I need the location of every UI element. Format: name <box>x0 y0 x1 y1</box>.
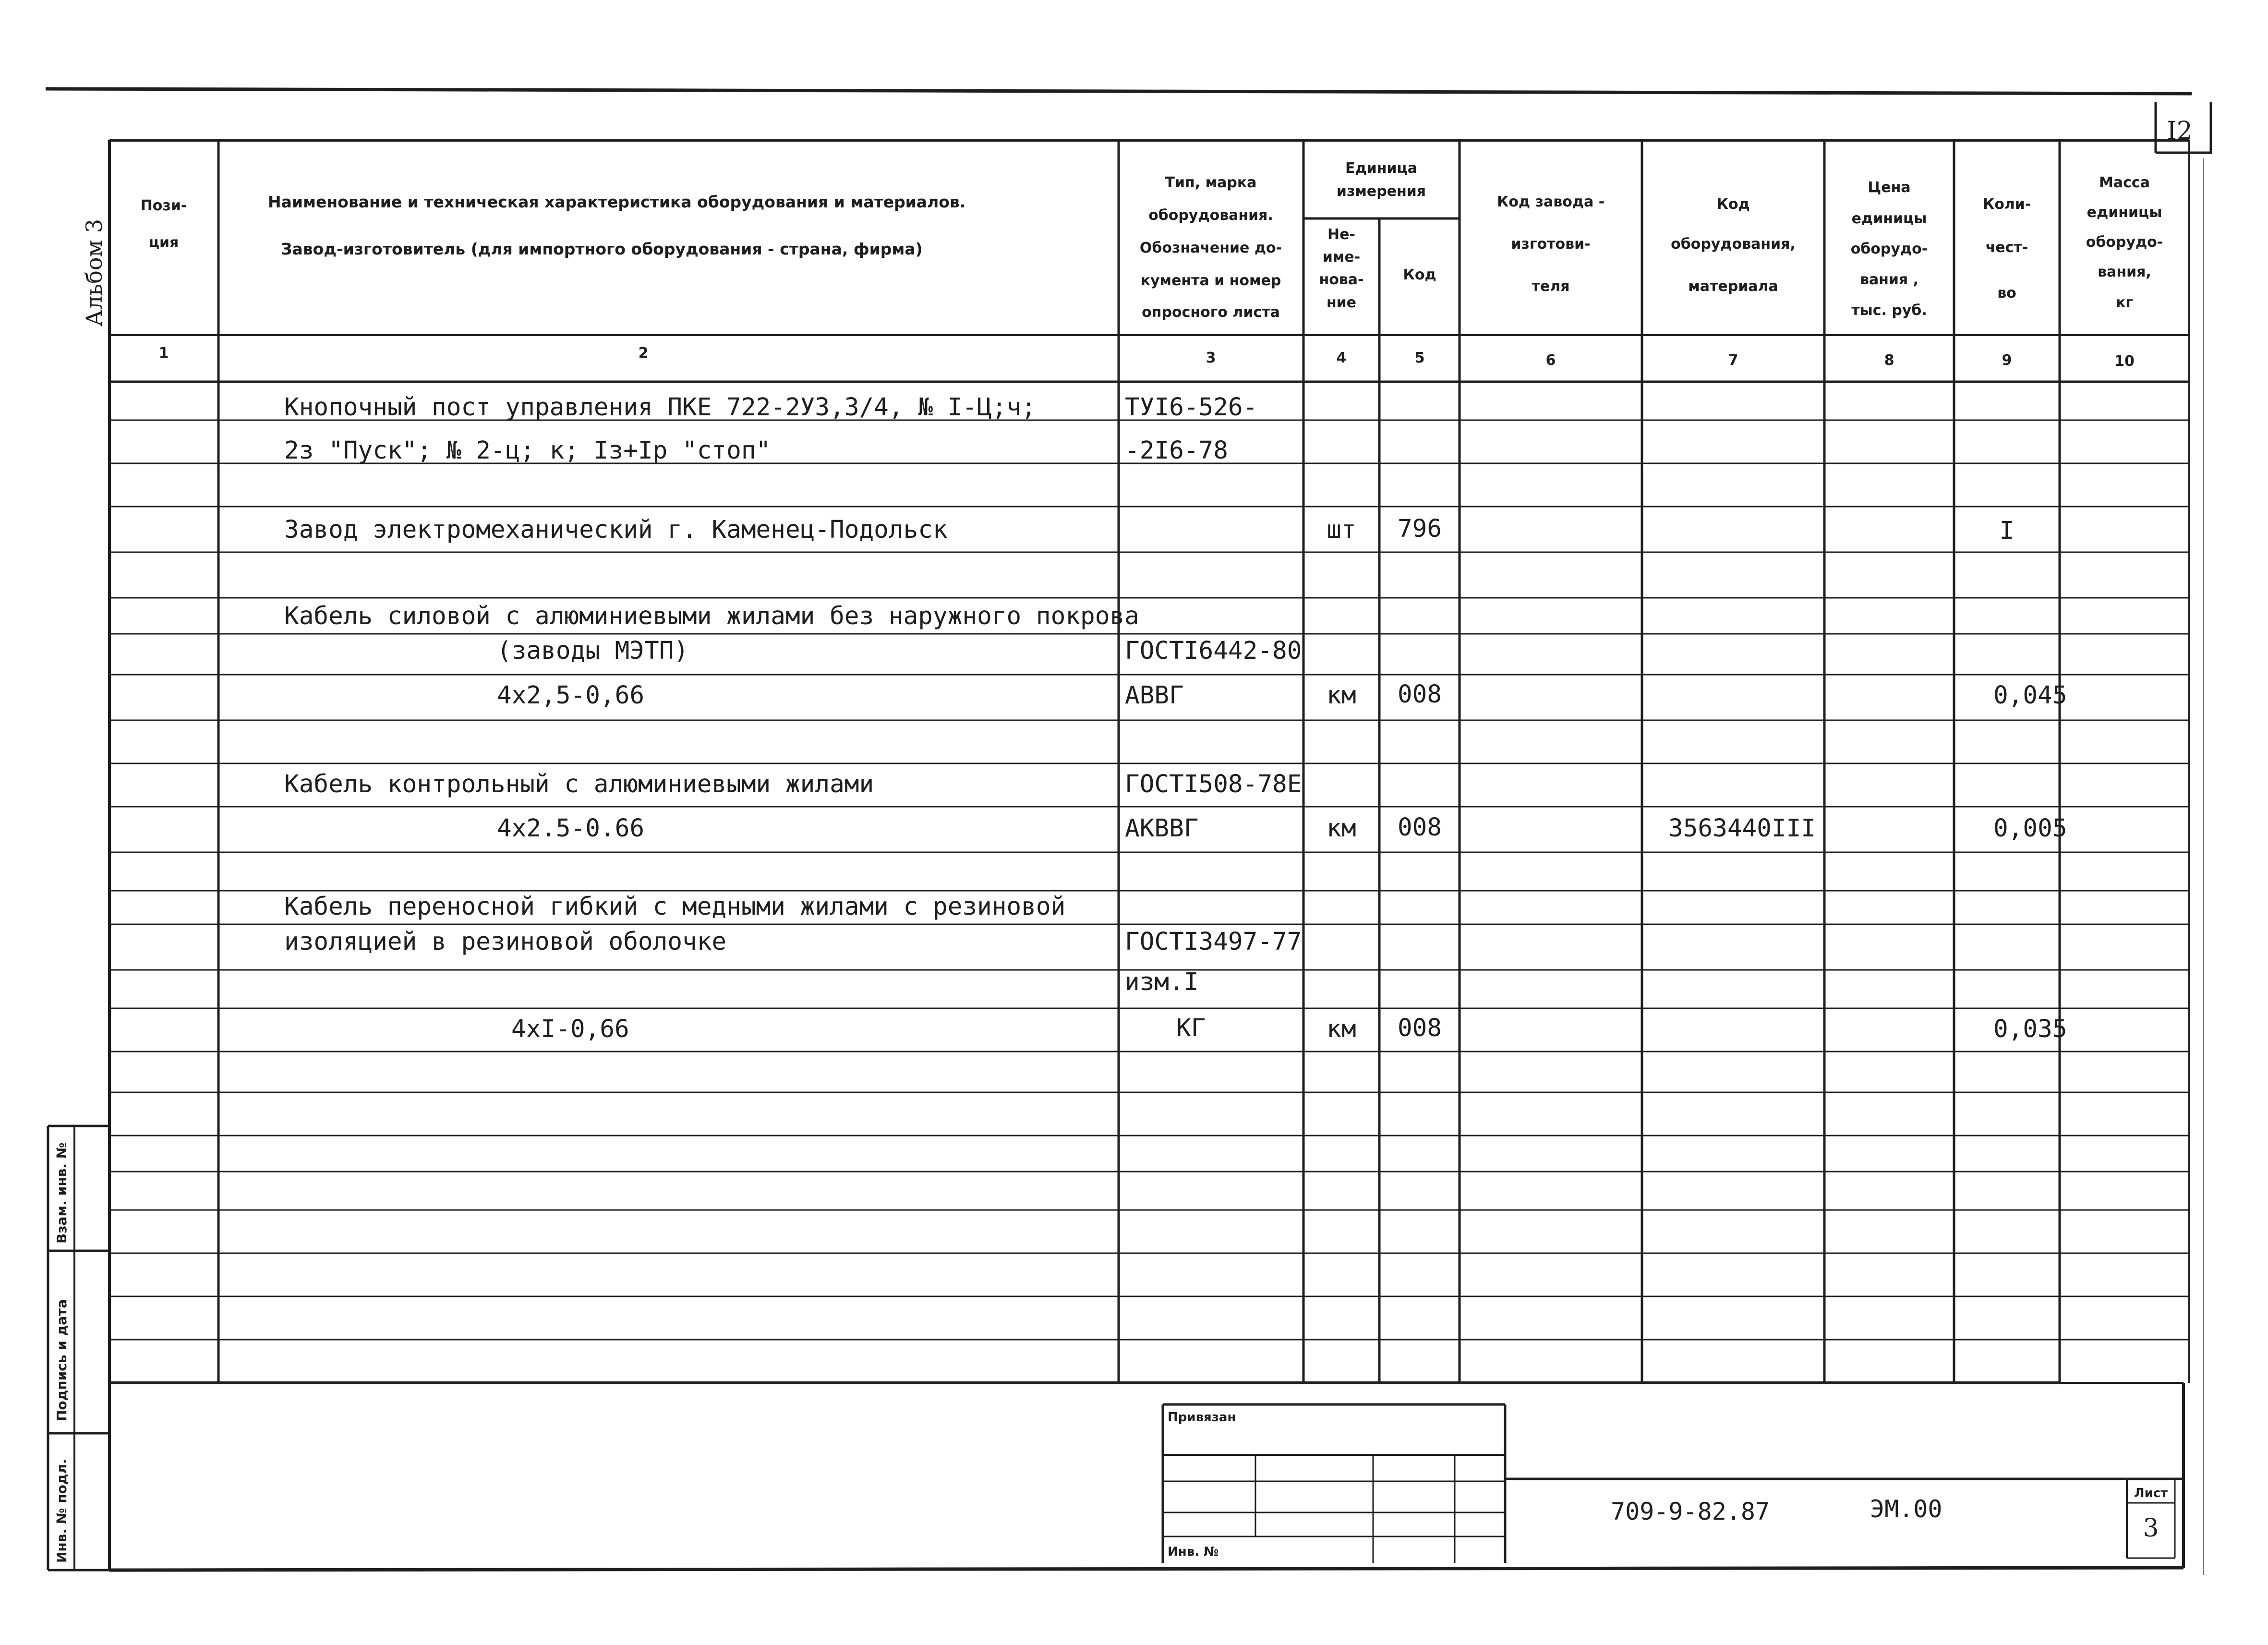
table-body <box>284 393 2067 1043</box>
row-type: изм.I <box>1125 968 1199 996</box>
header-col10-line5: кг <box>2115 294 2134 311</box>
row-type: АКВВГ <box>1125 814 1199 843</box>
header-col7-line3: материала <box>1688 278 1778 295</box>
header-col3-line4: кумента и номер <box>1140 272 1281 289</box>
page-number-box <box>2156 102 2212 153</box>
header-col6-line2: изготови- <box>1511 236 1591 253</box>
column-number: 9 <box>2002 352 2012 369</box>
side-vzam-inv: Взам. инв. № <box>54 1142 70 1244</box>
header-col6-line3: теля <box>1532 278 1570 295</box>
row-name: Кнопочный пост управления ПКЕ 722-2УЗ,3/4, № I-Ц;ч; <box>284 393 1036 422</box>
column-number: 3 <box>1206 350 1216 366</box>
header-col4-line1: Не- <box>1327 226 1355 243</box>
row-unit-code: 008 <box>1397 813 1442 842</box>
row-unit: км <box>1327 681 1356 710</box>
inv-no-label: Инв. № <box>1168 1545 1219 1559</box>
column-number: 10 <box>2114 353 2135 370</box>
row-lines <box>109 420 2189 1340</box>
row-unit-code: 008 <box>1397 680 1442 709</box>
sheet-number: 3 <box>2143 1514 2159 1543</box>
row-name: 4х2,5-0,66 <box>497 681 645 710</box>
header-col10-line2: единицы <box>2087 204 2162 221</box>
header-col4-line3: нова- <box>1319 271 1364 288</box>
header-col10-line4: вания, <box>2098 264 2151 280</box>
row-name: Завод электромеханический г. Каменец-Подольск <box>284 516 948 544</box>
row-name: 4х2.5-0.66 <box>497 814 645 843</box>
row-type: ГОСТI508-78Е <box>1125 770 1302 798</box>
row-type: -2I6-78 <box>1125 436 1228 465</box>
column-number-row <box>159 345 2135 370</box>
row-qty: 0,005 <box>1993 814 2067 843</box>
header-col1-line1: Пози- <box>140 197 187 214</box>
row-type: ТУI6-526- <box>1125 393 1258 422</box>
header-col4-line4: ние <box>1326 294 1357 311</box>
row-equip-code: 3563440III <box>1668 814 1816 843</box>
row-name: 4хI-0,66 <box>511 1015 629 1043</box>
header-col8-line4: вания , <box>1859 271 1919 288</box>
header-col3-line5: опросного листа <box>1142 304 1280 321</box>
header-col7-line1: Код <box>1716 196 1750 213</box>
row-unit: км <box>1327 814 1356 843</box>
header-col3-line1: Тип, марка <box>1165 174 1257 191</box>
album-label: Альбом 3 <box>81 218 107 327</box>
header-col2-line2: Завод-изготовитель (для импортного оборудования - страна, фирма) <box>281 240 923 258</box>
row-name: изоляцией в резиновой оболочке <box>284 928 727 956</box>
header-col8-line3: оборудо- <box>1850 241 1928 257</box>
row-unit: км <box>1327 1015 1356 1043</box>
header-col10-line3: оборудо- <box>2086 234 2163 251</box>
row-unit-code: 796 <box>1397 515 1442 543</box>
header-col6-line1: Код завода - <box>1496 194 1605 210</box>
row-type: ГОСТI6442-80 <box>1125 637 1302 665</box>
sheet-label: Лист <box>2134 1486 2168 1500</box>
side-podpis-data: Подпись и дата <box>54 1299 70 1421</box>
header-col10-line1: Масса <box>2099 174 2150 191</box>
row-name: Кабель силовой с алюминиевыми жилами без наружного покрова <box>284 602 1139 630</box>
row-type: КГ <box>1176 1014 1206 1042</box>
side-inv-podl: Инв. № подл. <box>54 1459 70 1563</box>
bottom-frame <box>109 1383 2184 1570</box>
header-col8-line2: единицы <box>1851 210 1927 227</box>
title-block <box>1505 1479 2184 1558</box>
header-unit-group-line1: Единица <box>1345 160 1417 177</box>
column-lines <box>109 140 2060 1383</box>
header-col3-line2: оборудования. <box>1148 207 1273 224</box>
row-qty: 0,045 <box>1993 681 2067 710</box>
row-name: 2з "Пуск"; № 2-ц; к; Iз+Iр "стоп" <box>284 436 771 465</box>
header-col7-line2: оборудования, <box>1671 236 1796 253</box>
row-unit-code: 008 <box>1397 1014 1442 1042</box>
column-number: 6 <box>1545 352 1556 369</box>
header-col5: Код <box>1403 266 1436 283</box>
header-col8-line1: Цена <box>1868 179 1911 196</box>
header-unit-group-line2: измерения <box>1336 183 1426 200</box>
row-qty: 0,035 <box>1993 1015 2067 1043</box>
row-qty: I <box>1999 517 2015 545</box>
privyazan-label: Привязан <box>1168 1410 1236 1425</box>
page-number: I2 <box>2167 117 2193 145</box>
row-name: Кабель контрольный с алюминиевыми жилами <box>284 770 874 798</box>
header-col1-line2: ция <box>148 234 179 251</box>
top-border <box>46 89 2192 94</box>
header-col9-line2: чест- <box>1985 239 2028 256</box>
column-number: 2 <box>638 345 649 362</box>
header-col9-line1: Коли- <box>1982 196 2031 213</box>
header-col9-line3: во <box>1997 285 2016 302</box>
header-col3-line3: Обозначение до- <box>1139 240 1282 256</box>
row-type: АВВГ <box>1125 681 1184 710</box>
row-name: Кабель переносной гибкий с медными жилами с резиновой <box>284 893 1066 921</box>
table-header <box>141 160 2163 321</box>
column-number: 1 <box>158 345 169 362</box>
column-number: 8 <box>1884 352 1894 369</box>
row-type: ГОСТI3497-77 <box>1125 928 1302 956</box>
column-number: 4 <box>1336 350 1347 366</box>
side-stamp <box>48 1126 109 1570</box>
row-unit: шт <box>1327 516 1356 544</box>
privyazan-stamp <box>1163 1404 1505 1563</box>
row-name: (заводы МЭТП) <box>497 637 689 665</box>
header-col4-line2: име- <box>1322 249 1361 266</box>
table-frame <box>109 140 2189 1570</box>
column-number: 5 <box>1414 350 1425 366</box>
doc-suffix: ЭМ.00 <box>1870 1495 1942 1523</box>
doc-code: 709-9-82.87 <box>1611 1498 1770 1525</box>
header-col8-line5: тыс. руб. <box>1851 302 1927 319</box>
column-number: 7 <box>1728 352 1738 369</box>
header-col2-line1: Наименование и техническая характеристика оборудования и материалов. <box>268 193 966 211</box>
